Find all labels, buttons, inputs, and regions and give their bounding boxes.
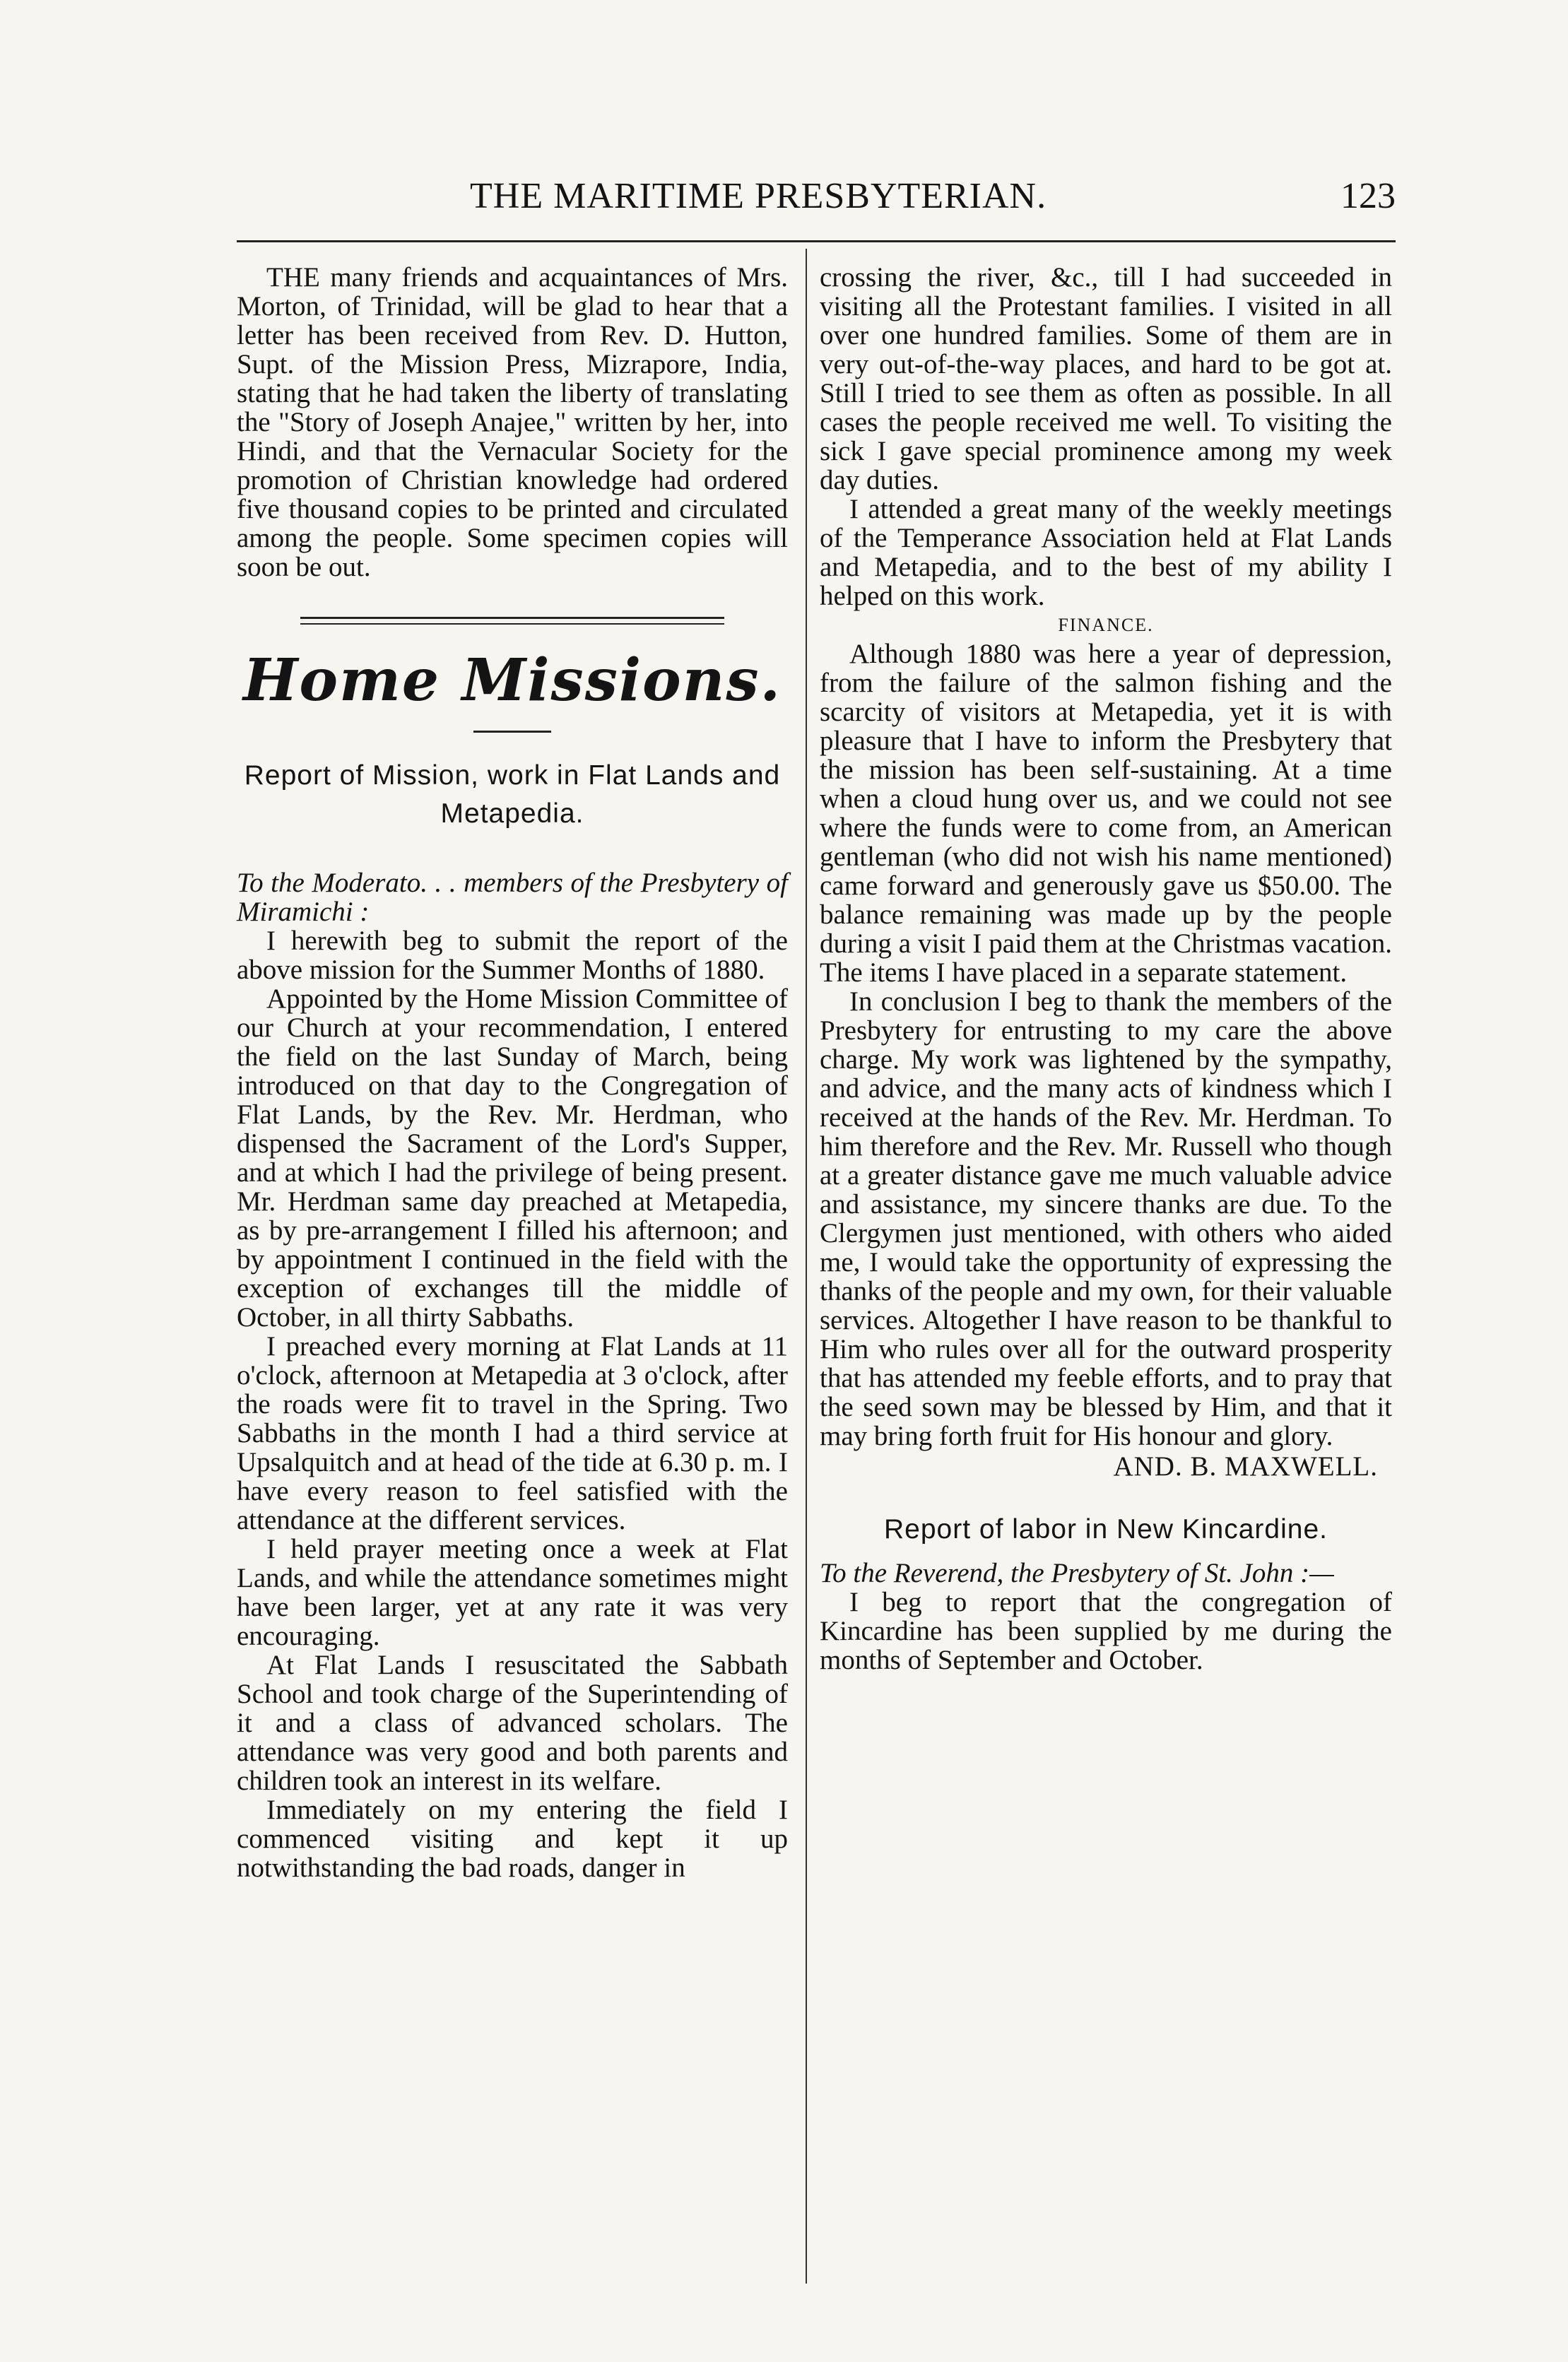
left-column (237, 263, 788, 1882)
running-title: THE MARITIME PRESBYTERIAN. (470, 176, 1047, 216)
report-heading: Report of labor in New Kincardine. (884, 1514, 1328, 1545)
short-rule (473, 731, 551, 733)
header-rule (237, 240, 1396, 242)
report-paragraph: I held prayer meeting once a week at Flat Lands, and while the attendance sometimes might have been larger, yet at any rate it was very encouraging. (237, 1534, 788, 1651)
running-header (237, 175, 1396, 232)
section-heading: Home Missions. (242, 646, 782, 714)
report-paragraph: I attended a great many of the weekly meetings of the Temperance Association held at Flat Lands and Metapedia, and to the best of my ability I helped on this work. (820, 494, 1392, 611)
double-rule-divider (300, 617, 724, 625)
report-paragraph: I preached every morning at Flat Lands at 11 o'clock, afternoon at Metapedia at 3 o'clock, after the roads were fit to travel in the Spring. Two Sabbaths in the month I had a third service at Upsalquitch and at head of the tide at 6.30 p. m. I have every reason to feel satisfied with the attendance at the different services. (237, 1331, 788, 1535)
report-paragraph: At Flat Lands I resuscitated the Sabbath School and took charge of the Superintending of it and a class of advanced scholars. The attendance was very good and both parents and children took an interest in its welfare. (237, 1650, 788, 1796)
report-address: To the Reverend, the Presbytery of St. John :— (820, 1558, 1334, 1588)
report-paragraph: crossing the river, &c., till I had succeeded in visiting all the Protestant families. I visited in all over one hundred families. Some of them are in very out-of-the-way places, and hard to be got at. Still I tried to see them as often as possible. In all cases the people received me well. To visiting the sick I gave special prominence among my week day duties. (820, 262, 1392, 495)
column-divider (806, 249, 807, 2284)
report-paragraph: I herewith beg to submit the report of the above mission for the Summer Months of 1880. (237, 926, 788, 985)
signature: AND. B. MAXWELL. (1113, 1451, 1378, 1482)
report-paragraph: Although 1880 was here a year of depression, from the failure of the salmon fishing and the scarcity of visitors at Metapedia, yet it is with pleasure that I have to inform the Presbytery that the mission has been self-sustaining. At a time when a cloud hung over us, and we could not see where the funds were to come from, an American gentleman (who did not wish his name mentioned) came forward and generously gave us $50.00. The balance remaining was made up by the people during a visit I paid them at the Christmas vacation. The items I have placed in a separate statement. (820, 639, 1392, 988)
report-paragraph: Appointed by the Home Mission Committee of our Church at your recommendation, I entered the field on the last Sunday of March, being introduced on that day to the Congregation of Flat Lands, by the Rev. Mr. Herdman, who dispensed the Sacrament of the Lord's Supper, and at which I had the privilege of being present. Mr. Herdman same day preached at Metapedia, as by pre-arrangement I filled his afternoon; and by appointment I continued in the field with the exception of exchanges till the middle of October, in all thirty Sabbaths. (237, 984, 788, 1333)
report-paragraph: In conclusion I beg to thank the members of the Presbytery for entrusting to my care the above charge. My work was lightened by the sympathy, and advice, and the many acts of kindness which I received at the hands of the Rev. Mr. Herdman. To him therefore and the Rev. Mr. Russell who though at a greater distance gave me much valuable advice and assistance, my sincere thanks are due. To the Clergymen just mentioned, with others who aided me, I would take the opportunity of expressing the thanks of the people and my own, for their valuable services. Altogether I have reason to be thankful to Him who rules over all for the outward prosperity that has attended my feeble efforts, and to pray that the seed sown may be blessed by Him, and that it may bring forth fruit for His honour and glory. (820, 986, 1392, 1451)
report-paragraph: Immediately on my entering the field I commenced visiting and kept it up notwithstanding the bad roads, danger in (237, 1795, 788, 1883)
report-heading: Report of Mission, work in Flat Lands and Metapedia. (244, 760, 781, 829)
page-number: 123 (1340, 176, 1396, 216)
finance-subheading: FINANCE. (1058, 615, 1154, 635)
report-address: To the Moderato. . . members of the Presbytery of Miramichi : (237, 868, 788, 927)
right-column (820, 263, 1392, 1675)
report-paragraph: I beg to report that the congregation of Kincardine has been supplied by me during the months of September and October. (820, 1587, 1392, 1675)
morton-paragraph: THE many friends and acquaintances of Mrs. Morton, of Trinidad, will be glad to hear that a letter has been received from Rev. D. Hutton, Supt. of the Mission Press, Mizrapore, India, stating that he had taken the liberty of translating the "Story of Joseph Anajee," written by her, into Hindi, and that the Vernacular Society for the promotion of Christian knowledge had ordered five thousand copies to be printed and circulated among the people. Some specimen copies will soon be out. (237, 262, 788, 582)
